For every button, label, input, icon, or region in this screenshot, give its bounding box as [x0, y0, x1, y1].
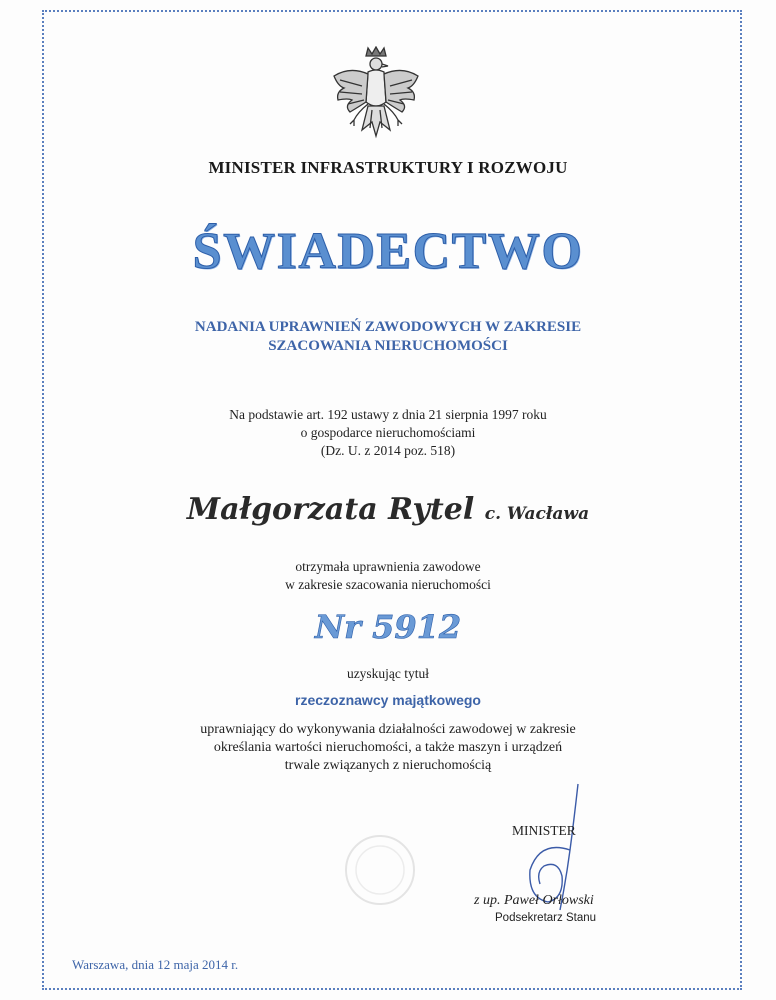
signer-name: z up. Paweł Orłowski [474, 893, 594, 908]
certificate-title: ŚWIADECTWO [192, 223, 584, 280]
scope-line: określania wartości nieruchomości, a także maszyn i urządzeń [213, 740, 563, 755]
subtitle-line: SZACOWANIA NIERUCHOMOŚCI [268, 338, 508, 354]
recipient-line [0, 492, 776, 527]
scope-line: uprawniający do wykonywania działalności zawodowej w zakresie [200, 722, 576, 737]
legal-basis-line: (Dz. U. z 2014 poz. 518) [320, 443, 456, 458]
recipient-parent: c. Wacława [484, 504, 590, 524]
obtaining-label: uzyskując tytuł [346, 666, 430, 681]
scope-statement [0, 721, 776, 775]
place-and-date: Warszawa, dnia 12 maja 2014 r. [72, 957, 239, 972]
legal-basis-line: Na podstawie art. 192 ustawy z dnia 21 sierpnia 1997 roku [229, 407, 547, 422]
certificate-number: Nr 5912 [314, 608, 462, 646]
profession-title: rzeczoznawcy majątkowego [295, 692, 481, 708]
recipient-name: Małgorzata Rytel [186, 492, 475, 527]
legal-basis [0, 406, 776, 460]
certificate-subtitle [0, 318, 776, 356]
white-eagle-emblem-icon [328, 46, 424, 146]
minister-label: MINISTER [512, 823, 576, 838]
received-line: otrzymała uprawnienia zawodowe [295, 559, 481, 574]
embossed-seal-icon [340, 830, 420, 910]
subtitle-line: NADANIA UPRAWNIEŃ ZAWODOWYCH W ZAKRESIE [194, 319, 582, 335]
signer-title: Podsekretarz Stanu [495, 912, 597, 924]
legal-basis-line: o gospodarce nieruchomościami [300, 425, 476, 440]
issuing-authority: MINISTER INFRASTRUKTURY I ROZWOJU [208, 158, 568, 177]
scope-line: trwale związanych z nieruchomością [284, 758, 492, 773]
received-line: w zakresie szacowania nieruchomości [285, 577, 491, 592]
received-statement [0, 558, 776, 594]
